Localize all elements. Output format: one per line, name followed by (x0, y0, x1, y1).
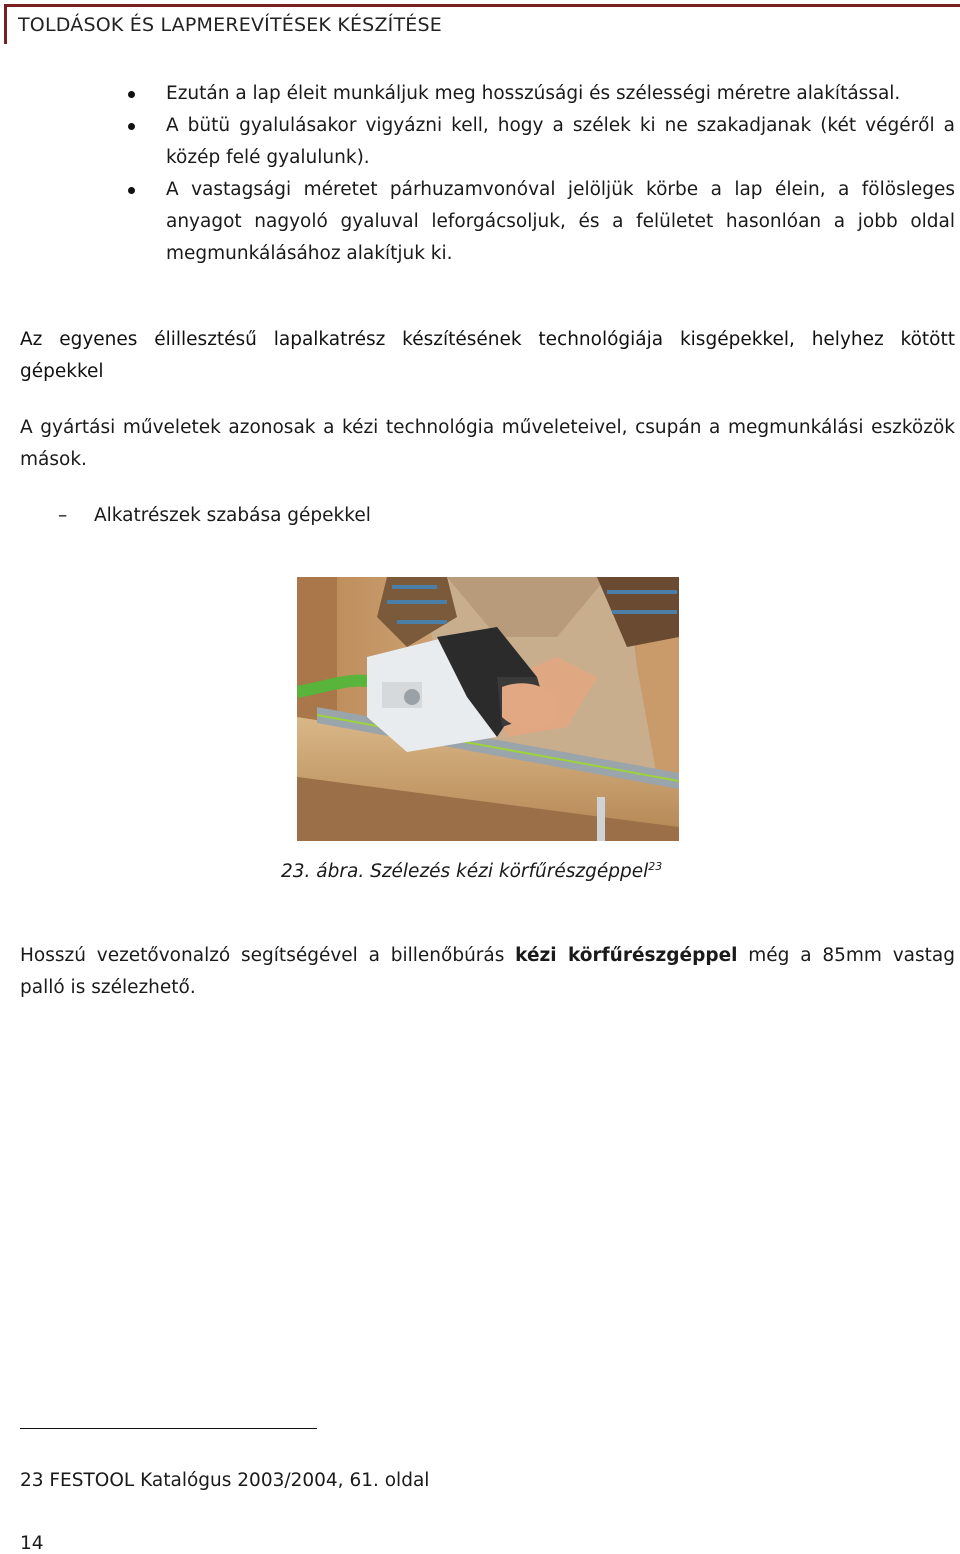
list-item-text: A vastagsági méretet párhuzamvonóval jelöljük körbe a lap élein, a fölösleges anyagot nagyoló gyaluval leforgácsoljuk, és a felületet hasonlóan a jobb oldal megmunkálásához alakítjuk ki. (166, 179, 955, 264)
caption-footnote-ref: 23 (648, 860, 663, 873)
dash-marker: – (58, 505, 68, 526)
list-item-text: A bütü gyalulásakor vigyázni kell, hogy a szélek ki ne szakadjanak (két végéről a közép felé gyalulunk). (166, 115, 955, 168)
list-item-text: Ezután a lap éleit munkáljuk meg hosszúsági és szélességi méretre alakítással. (166, 83, 901, 104)
figure-photo (297, 577, 679, 841)
list-item (0, 174, 960, 270)
paragraph-text-after: még a 85mm vastag palló is szélezhető. (20, 945, 955, 998)
footnote: 23 FESTOOL Katalógus 2003/2004, 61. oldal (20, 1470, 430, 1491)
paragraph-text-bold: kézi körfűrészgéppel (515, 945, 738, 966)
page-header-title: TOLDÁSOK ÉS LAPMEREVÍTÉSEK KÉSZÍTÉSE (18, 14, 442, 36)
sub-heading-text: Alkatrészek szabása gépekkel (94, 505, 371, 526)
bullet-icon (128, 91, 135, 98)
bullet-icon (128, 187, 135, 194)
bullet-icon (128, 123, 135, 130)
list-item (0, 78, 960, 110)
bullet-list (0, 78, 960, 270)
paragraph-text-before: Hosszú vezetővonalzó segítségével a billenőbúrás (20, 945, 516, 966)
footnote-divider (20, 1428, 317, 1429)
sub-heading (58, 500, 371, 532)
list-item (0, 110, 960, 174)
paragraph-body (20, 940, 955, 1004)
caption-text: 23. ábra. Szélezés kézi körfűrészgéppel (281, 861, 649, 883)
section-heading: Az egyenes élillesztésű lapalkatrész készítésének technológiája kisgépekkel, helyhez kötött gépekkel (20, 329, 955, 382)
circular-saw-photo (297, 577, 679, 841)
figure-caption (281, 860, 662, 882)
page-number: 14 (20, 1533, 44, 1554)
paragraph-intro: A gyártási műveletek azonosak a kézi technológia műveleteivel, csupán a megmunkálási eszközök mások. (20, 417, 955, 470)
